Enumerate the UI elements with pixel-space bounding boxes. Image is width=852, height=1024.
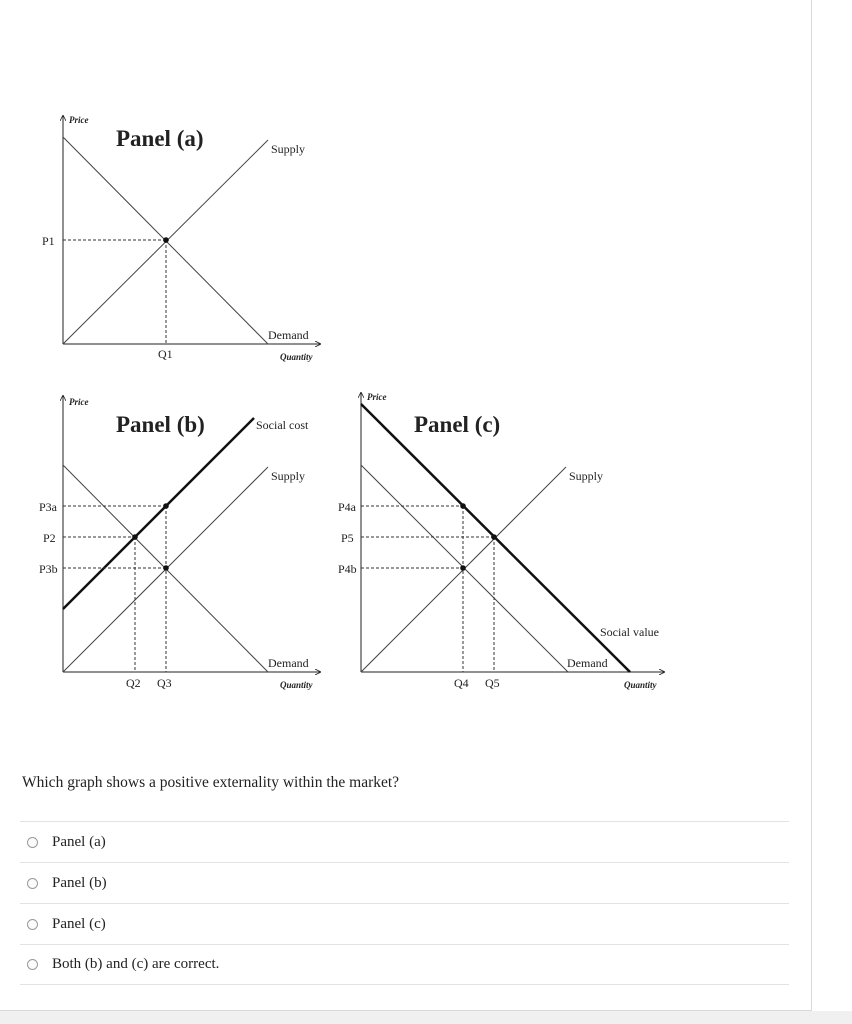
panel-a — [42, 115, 320, 362]
option-both-b-and-c[interactable] — [20, 944, 789, 985]
option-label: Panel (a) — [52, 833, 106, 850]
panel-c-point-p5 — [491, 534, 497, 540]
radio-button[interactable] — [27, 837, 38, 848]
answer-options — [20, 821, 789, 985]
panel-b-social-cost-label: Social cost — [256, 418, 309, 432]
panel-c-point-p4a — [460, 503, 466, 509]
panel-a-p1-label: P1 — [42, 234, 55, 248]
panel-a-title: Panel (a) — [116, 126, 204, 151]
panel-b-point-p3a — [163, 503, 169, 509]
panel-a-y-axis-label: Price — [69, 115, 89, 125]
radio-button[interactable] — [27, 878, 38, 889]
panel-a-supply-label: Supply — [271, 142, 306, 156]
panel-c-y-axis-label: Price — [367, 392, 387, 402]
panel-c-social-value-label: Social value — [600, 625, 659, 639]
panel-c-p5-label: P5 — [341, 531, 354, 545]
panel-b-p3a-label: P3a — [39, 500, 57, 514]
panel-b-demand-label: Demand — [268, 656, 309, 670]
panel-b-point-p3b — [163, 565, 169, 571]
panel-c-demand-label: Demand — [567, 656, 608, 670]
panel-c-x-axis-label: Quantity — [624, 680, 657, 690]
panel-a-demand-label: Demand — [268, 328, 309, 342]
panel-b — [39, 396, 320, 690]
panel-b-y-axis-label: Price — [69, 397, 89, 407]
option-label: Both (b) and (c) are correct. — [52, 956, 220, 972]
panel-b-q2-label: Q2 — [126, 676, 141, 690]
panel-b-point-p2 — [132, 534, 138, 540]
panel-b-title: Panel (b) — [116, 412, 205, 437]
panel-b-q3-label: Q3 — [157, 676, 172, 690]
option-label: Panel (c) — [52, 915, 106, 932]
question-text: Which graph shows a positive externality within the market? — [22, 774, 400, 791]
panel-b-p2-label: P2 — [43, 531, 56, 545]
panel-b-social-cost-line — [63, 418, 254, 609]
window-bottom-edge — [0, 1011, 852, 1024]
radio-button[interactable] — [27, 959, 38, 970]
panel-c-title: Panel (c) — [414, 412, 501, 437]
radio-button[interactable] — [27, 919, 38, 930]
panel-c-p4a-label: P4a — [338, 500, 356, 514]
panel-c-supply-label: Supply — [569, 469, 604, 483]
panel-c — [338, 392, 664, 690]
panel-c-point-p4b — [460, 565, 466, 571]
option-panel-c[interactable] — [20, 903, 789, 944]
panel-b-p3b-label: P3b — [39, 562, 58, 576]
panel-a-q1-label: Q1 — [158, 347, 173, 361]
option-panel-a[interactable] — [20, 821, 789, 862]
panel-c-q4-label: Q4 — [454, 676, 469, 690]
panel-c-p4b-label: P4b — [338, 562, 357, 576]
panel-a-equilibrium-point — [163, 237, 169, 243]
option-label: Panel (b) — [52, 874, 107, 891]
option-panel-b[interactable] — [20, 862, 789, 903]
panel-a-x-axis-label: Quantity — [280, 352, 313, 362]
panel-b-supply-label: Supply — [271, 469, 306, 483]
panel-c-q5-label: Q5 — [485, 676, 500, 690]
panel-b-x-axis-label: Quantity — [280, 680, 313, 690]
